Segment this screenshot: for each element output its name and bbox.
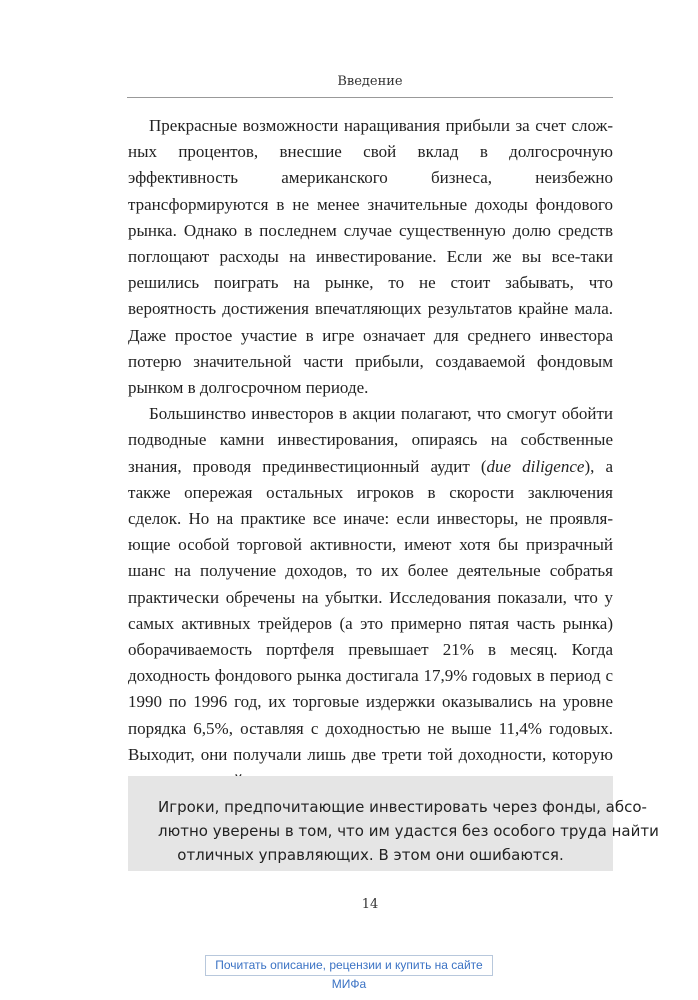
buy-on-mif-link[interactable]: Почитать описание, рецензии и купить на сайте МИФа — [205, 955, 493, 976]
body-text — [128, 113, 613, 794]
paragraph-2 — [128, 401, 613, 794]
pull-quote-line-1: Игроки, предпочитающие инвестировать через фонды, абсо- — [158, 798, 647, 816]
pull-quote-box — [128, 776, 659, 871]
pull-quote-line-2: лютно уверены в том, что им удастся без особого труда найти — [158, 822, 659, 840]
page-number: 14 — [361, 897, 379, 912]
header-divider — [127, 97, 613, 98]
due-diligence-term: due diligence — [486, 456, 585, 476]
pull-quote-line-3: отличных управляющих. В этом они ошибаются. — [177, 846, 564, 864]
paragraph-2-text-b: ), а также опережая остальных игроков в скорости заключения сделок. Но на практике все иначе: если инвесторы, не проявляющие особой торговой активности, имеют хотя бы призрачный шанс на получение доходов, то их более деятельные собратья практически обречены на убытки. Исследования показали, что у самых активных трейдеров (а это примерно пятая часть рынка) оборачиваемость портфеля превышает 21% в месяц. Когда доходность фондового рынка достигала 17,9% годовых в период с 1990 по 1996 год, их торговые издержки оказывались на уровне порядка 6,5%, оставляя с доходностью не выше 11,4% годовых. Выходит, они получали лишь две трети той доходности, которую — [128, 456, 613, 764]
paragraph-1: Прекрасные возможности наращивания прибыли за счет сложных процентов, внесшие свой вклад в долгосрочную эффективность американского бизнеса, неизбежно трансформируются в не менее значительные доходы фондового рынка. Однако в последнем случае существенную долю средств поглощают расходы на инвестирование. Если же вы все-таки решились поиграть на рынке, то не стоит забывать, что вероятность достижения впечатляющих результатов крайне мала. Даже простое участие в игре означает для среднего инвестора потерю значительной части прибыли, создаваемой фондовым рынком в долгосрочном периоде. — [128, 116, 613, 398]
paragraph-2-text-a: Большинство инвесторов в акции полагают, что смогут обойти подводные камни инвестирования, опираясь на собственные знания, проводя прединвестиционный аудит ( — [128, 404, 613, 476]
running-head: Введение — [337, 74, 403, 89]
